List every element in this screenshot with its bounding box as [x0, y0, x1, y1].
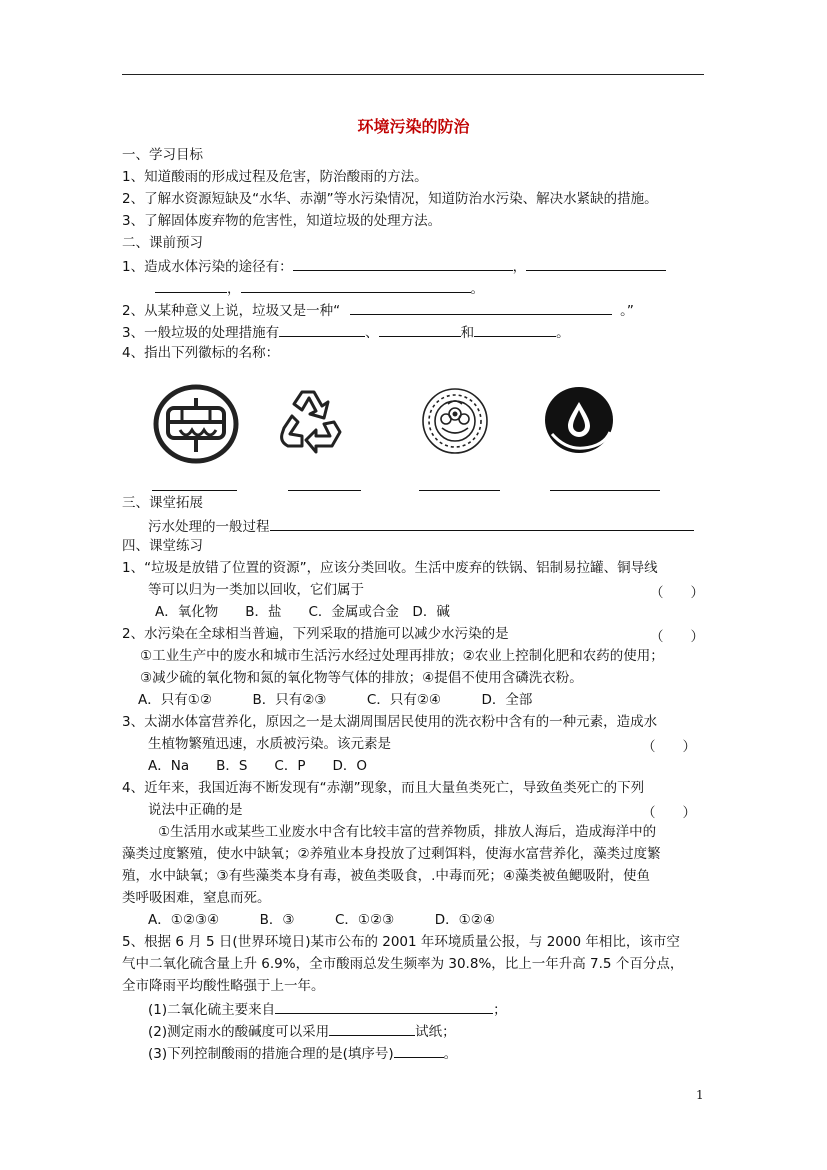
comma: ， — [512, 259, 527, 275]
practice-q2-options: A．只有①② B．只有②③ C．只有②④ D．全部 — [138, 692, 533, 708]
practice-q4-line3: ①生活用水或某些工业废水中含有比较丰富的营养物质，排放人海后，造成海洋中的 — [158, 824, 657, 840]
preview-q2 — [122, 300, 634, 320]
practice-q5-line2: 气中二氧化硫含量上升 6.9%，全市酸雨总发生频率为 30.8%，比上一年升高 7.5 个百分点， — [122, 956, 684, 972]
answer-blank[interactable] — [293, 256, 513, 271]
practice-q2-line1: 2、水污染在全球相当普遍，下列采取的措施可以减少水污染的是 — [122, 626, 509, 642]
practice-q3-line2: 生植物繁殖迅速，水质被污染。该元素是 — [148, 736, 391, 752]
answer-bracket[interactable]: （ ） — [642, 805, 696, 821]
preview-q4: 4、指出下列徽标的名称： — [122, 345, 280, 361]
sub3-text: (3)下列控制酸雨的措施合理的是(填序号) — [148, 1046, 394, 1062]
answer-blank[interactable] — [155, 278, 227, 293]
practice-q4-line2: 说法中正确的是 — [148, 802, 243, 818]
preview-q2-text: 2、从某种意义上说，垃圾又是一种“ — [122, 303, 341, 319]
sub1-text: (1)二氧化硫主要来自 — [148, 1002, 276, 1018]
practice-q4-options: A．①②③④ B．③ C．①②③ D．①②④ — [148, 912, 495, 928]
sub2-end: 试纸； — [415, 1024, 456, 1040]
answer-blank[interactable] — [474, 322, 556, 337]
practice-q4-line4: 藻类过度繁殖，使水中缺氧；②养殖业本身投放了过剩饵料，使海水富营养化，藻类过度繁 — [122, 846, 661, 862]
page-number: 1 — [696, 1088, 704, 1102]
water-saving-emblem-icon — [152, 384, 240, 464]
semicolon: ； — [493, 1002, 507, 1018]
preview-q1-cont — [155, 278, 484, 298]
practice-q3-line1: 3、太湖水体富营养化，原因之一是太湖周围居民使用的洗衣粉中含有的一种元素，造成水 — [122, 714, 658, 730]
answer-blank[interactable] — [379, 322, 461, 337]
practice-q4-line6: 类呼吸困难，窒息而死。 — [122, 890, 271, 906]
practice-q4-line5: 殖，水中缺氧；③有些藻类本身有毒，被鱼类吸食，.中毒而死；④藻类被鱼鳃吸附，使鱼 — [122, 868, 650, 884]
answer-blank[interactable] — [275, 999, 493, 1014]
practice-q5-line1: 5、根据 6 月 5 日(世界环境日)某市公布的 2001 年环境质量公报，与 2000 年相比，该市空 — [122, 934, 680, 950]
practice-q1-line2: 等可以归为一类加以回收，它们属于 — [148, 582, 364, 598]
sub2-text: (2)测定雨水的酸碱度可以采用 — [148, 1024, 330, 1040]
preview-q2-end: 。” — [620, 303, 634, 319]
comma: ， — [227, 281, 241, 297]
answer-bracket[interactable]: （ ） — [650, 629, 704, 645]
answer-bracket[interactable]: （ ） — [650, 585, 704, 601]
preview-q1-text: 1、造成水体污染的途径有： — [122, 259, 293, 275]
practice-q5-sub1 — [148, 999, 507, 1019]
symbol-answer-blank-3[interactable] — [419, 490, 500, 491]
answer-bracket[interactable]: （ ） — [642, 739, 696, 755]
preview-q3-text: 3、一般垃圾的处理措施有 — [122, 325, 280, 341]
section-heading-goals: 一、学习目标 — [122, 147, 203, 163]
header-rule — [122, 74, 704, 75]
answer-blank[interactable] — [270, 516, 694, 531]
preview-q1 — [122, 256, 666, 276]
practice-q2-line3: ③减少硫的氧化物和氮的氧化物等气体的排放；④提倡不使用含磷洗衣粉。 — [140, 670, 583, 686]
goal-item-1: 1、知道酸雨的形成过程及危害，防治酸雨的方法。 — [122, 169, 428, 185]
practice-q1-options: A．氧化物 B．盐 C．金属或合金 D．碱 — [155, 604, 450, 620]
separator: 、 — [365, 325, 379, 341]
answer-blank[interactable] — [329, 1021, 415, 1036]
symbol-answer-blank-2[interactable] — [288, 490, 361, 491]
extension-text: 污水处理的一般过程 — [148, 519, 270, 535]
answer-blank[interactable] — [279, 322, 365, 337]
practice-q3-options: A．Na B．S C．P D．O — [148, 758, 368, 774]
symbol-answer-blank-1[interactable] — [152, 490, 237, 491]
practice-q4-line1: 4、近年来，我国近海不断发现有“赤潮”现象，而且大量鱼类死亡，导致鱼类死亡的下列 — [122, 780, 645, 796]
preview-q3 — [122, 322, 570, 342]
water-drop-emblem-icon — [542, 384, 616, 456]
goal-item-2: 2、了解水资源短缺及“水华、赤潮”等水污染情况，知道防治水污染、解决水紧缺的措施。 — [122, 191, 658, 207]
symbol-answer-blank-4[interactable] — [550, 490, 660, 491]
section-heading-preview: 二、课前预习 — [122, 235, 203, 251]
practice-q5-sub3 — [148, 1043, 457, 1063]
answer-blank[interactable] — [526, 256, 666, 271]
section-heading-practice: 四、课堂练习 — [122, 538, 203, 554]
goal-item-3: 3、了解固体废弃物的危害性，知道垃圾的处理方法。 — [122, 213, 442, 229]
period: 。 — [556, 325, 570, 341]
answer-blank[interactable] — [350, 300, 612, 315]
section-heading-extension: 三、课堂拓展 — [122, 495, 203, 511]
period: 。 — [443, 1046, 458, 1062]
practice-q2-line2: ①工业生产中的废水和城市生活污水经过处理再排放；②农业上控制化肥和农药的使用； — [140, 648, 664, 664]
conjunction: 和 — [460, 325, 475, 341]
practice-q1-line1: 1、“垃圾是放错了位置的资源”，应该分类回收。生活中废弃的铁锅、铝制易拉罐、铜导线 — [122, 560, 658, 576]
answer-blank[interactable] — [241, 278, 471, 293]
page-title: 环境污染的防治 — [357, 117, 470, 136]
answer-blank[interactable] — [394, 1043, 444, 1058]
extension-question — [148, 516, 694, 536]
recycling-icon — [276, 386, 348, 454]
practice-q5-sub2 — [148, 1021, 456, 1041]
period: 。 — [470, 281, 484, 297]
practice-q5-line3: 全市降雨平均酸性略强于上一年。 — [122, 978, 325, 994]
green-food-emblem-icon — [418, 384, 492, 458]
